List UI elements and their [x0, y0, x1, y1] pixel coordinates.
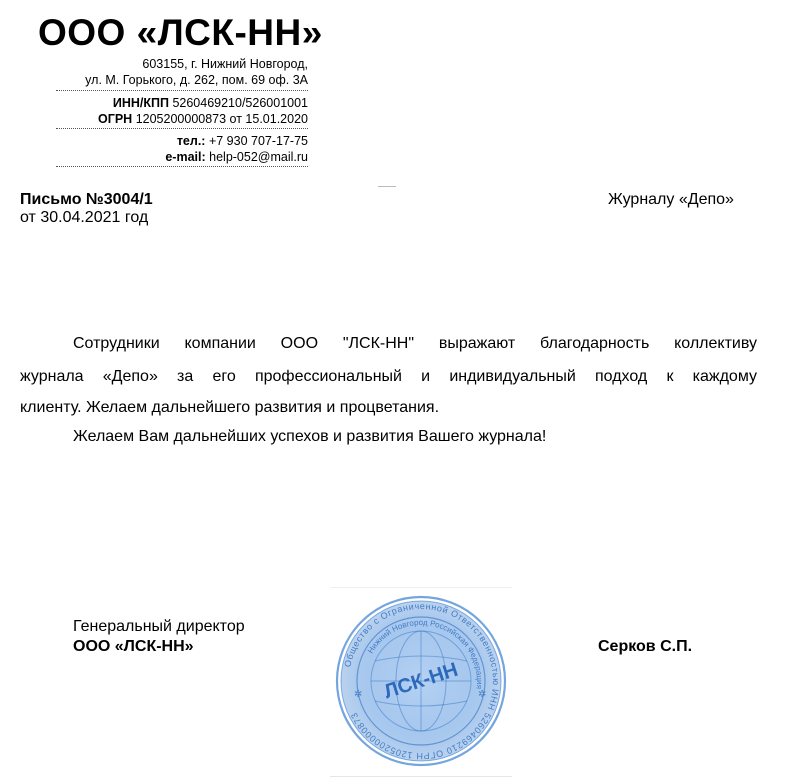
company-name: ООО «ЛСК-НН» [38, 12, 323, 53]
inn-label: ИНН/КПП [112, 96, 169, 110]
stamp-star-icon: ✲ [478, 689, 487, 700]
signature-name: Серков С.П. [598, 638, 693, 655]
stamp-bottom-text: Нижний Новгород Российская Федерация [365, 617, 485, 690]
body-line-2: журнала «Депо» за его профессиональный и индивидуальный подход к каждому [20, 368, 757, 385]
ogrn-label: ОГРН [98, 112, 133, 126]
body-line-4: Желаем Вам дальнейших успехов и развития Вашего журнала! [73, 428, 547, 445]
inn-line [113, 95, 308, 111]
address-line-1: 603155, г. Нижний Новгород, [142, 57, 308, 71]
signature-company: ООО «ЛСК-НН» [73, 638, 194, 655]
body-line-3: клиенту. Желаем дальнейшего развития и процветания. [20, 399, 440, 416]
phone-value: +7 930 707-17-75 [208, 134, 308, 148]
stamp-star-icon: ✲ [354, 689, 363, 700]
stamp-center-text: ЛСК-НН [381, 658, 461, 704]
ogrn-line [98, 111, 308, 127]
inn-value: 5260469210/526001001 [172, 96, 308, 110]
letter-number: Письмо №3004/1 [20, 191, 153, 208]
signature-title: Генеральный директор [73, 618, 245, 635]
ogrn-value: 1205200000873 от 15.01.2020 [135, 112, 308, 126]
email-line [165, 149, 308, 165]
header-separator-3 [56, 166, 308, 167]
header-separator-1 [56, 90, 308, 91]
header-separator-2 [56, 128, 308, 129]
addressee: Журналу «Депо» [608, 191, 734, 208]
phone-label: тел.: [176, 134, 206, 148]
company-stamp [330, 587, 512, 775]
email-label: e-mail: [165, 150, 206, 164]
letter-date: от 30.04.2021 год [20, 209, 149, 226]
phone-line [177, 133, 308, 149]
body-line-1: Сотрудники компании ООО "ЛСК-НН" выражают благодарность коллективу [73, 335, 757, 352]
scan-mark [378, 186, 396, 187]
address-line-2: ул. М. Горького, д. 262, пом. 69 оф. 3А [85, 73, 308, 87]
stamp-ring-text: Общество с Ограниченной Ответственностью ИНН 5260469210 ОГРН 1205200000873 [342, 600, 502, 762]
email-value: help-052@mail.ru [209, 150, 308, 164]
